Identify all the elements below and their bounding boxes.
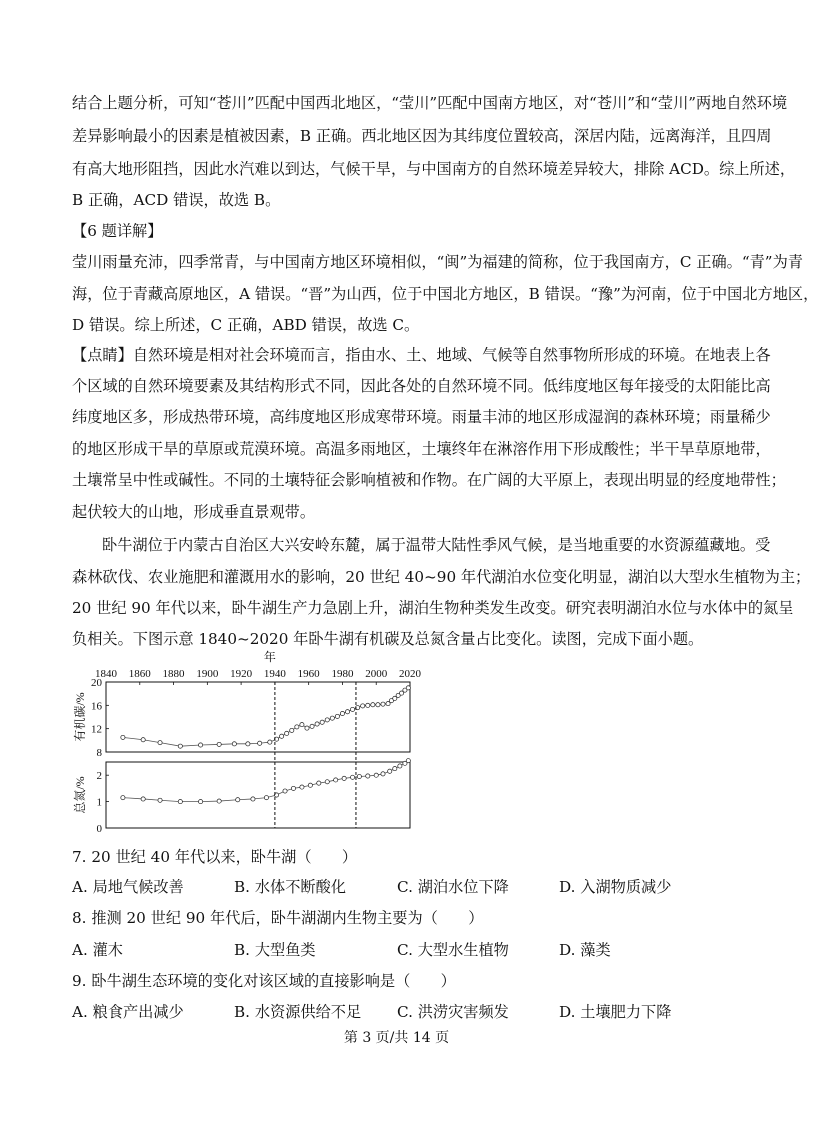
- data-point: [246, 742, 250, 746]
- y-tick-label: 12: [91, 723, 102, 736]
- text-line: 负相关。下图示意 1840~2020 年卧牛湖有机碳及总氮含量占比变化。读图，完成下面小题。: [72, 630, 704, 648]
- option-c: C. 洪涝灾害频发: [397, 1003, 509, 1021]
- option-d: D. 入湖物质减少: [559, 878, 672, 896]
- data-point: [371, 703, 375, 707]
- data-point: [295, 725, 299, 729]
- data-point: [350, 775, 354, 779]
- lake-chart: [73, 650, 421, 838]
- data-point: [236, 798, 240, 802]
- option-d: D. 藻类: [559, 941, 611, 959]
- text-line: 的地区形成干旱的草原或荒漠环境。高温多雨地区，土壤终年在淋溶作用下形成酸性；半干旱草原地带，: [72, 440, 771, 458]
- data-point: [217, 799, 221, 803]
- data-point: [217, 742, 221, 746]
- data-point: [158, 798, 162, 802]
- data-point: [340, 711, 344, 715]
- y-tick-label: 2: [96, 770, 102, 783]
- x-tick-label: 1980: [331, 668, 354, 680]
- x-tick-label: 1900: [196, 668, 219, 680]
- option-a: A. 局地气候改善: [72, 878, 184, 896]
- question-stem: 8. 推测 20 世纪 90 年代后，卧牛湖湖内生物主要为（ ）: [72, 909, 484, 927]
- y-tick-label: 0: [96, 823, 102, 835]
- data-point: [258, 741, 262, 745]
- x-tick-label: 2000: [365, 668, 388, 680]
- data-point: [198, 743, 202, 747]
- x-tick-label: 1860: [128, 668, 151, 680]
- data-point: [121, 735, 125, 739]
- x-tick-label: 1960: [297, 668, 320, 680]
- data-point: [232, 742, 236, 746]
- data-point: [320, 720, 324, 724]
- data-point: [376, 703, 380, 707]
- data-point: [357, 774, 361, 778]
- data-point: [374, 773, 378, 777]
- option-a: A. 粮食产出减少: [72, 1003, 184, 1021]
- series-line-organic-carbon: [123, 688, 408, 746]
- x-tick-label: 1880: [162, 668, 185, 680]
- option-b: B. 水资源供给不足: [234, 1003, 362, 1021]
- data-point: [141, 797, 145, 801]
- text-line: 20 世纪 90 年代以来，卧牛湖生产力急剧上升，湖泊生物种类发生改变。研究表明湖泊水位与水体中的氮呈: [72, 599, 794, 617]
- data-point: [361, 704, 365, 708]
- data-point: [198, 800, 202, 804]
- text-line: 森林砍伐、农业施肥和灌溉用水的影响，20 世纪 40~90 年代湖泊水位变化明显，湖泊以大型水生植物为主；: [72, 568, 811, 586]
- x-tick-label: 1840: [95, 668, 117, 680]
- text-line: 有高大地形阻挡，因此水汽难以到达，气候干旱，与中国南方的自然环境差异较大，排除 ACD。综上所述，: [72, 160, 796, 178]
- data-point: [290, 728, 294, 732]
- text-line: 纬度地区多，形成热带环境，高纬度地区形成寒带环境。雨量丰沛的地区形成湿润的森林环境；雨量稀少: [72, 408, 771, 426]
- data-point: [388, 769, 392, 773]
- panel-frame: [106, 762, 410, 828]
- option-c: C. 湖泊水位下降: [397, 878, 509, 896]
- data-point: [325, 780, 329, 784]
- x-tick-label: 2020: [399, 668, 421, 680]
- data-point: [406, 686, 410, 690]
- data-point: [381, 772, 385, 776]
- page-footer: 第 3 页/共 14 页: [343, 1030, 450, 1046]
- text-line: D 错误。综上所述，C 正确，ABD 错误，故选 C。: [72, 316, 420, 334]
- option-c: C. 大型水生植物: [397, 941, 509, 959]
- data-point: [345, 710, 349, 714]
- option-a: A. 灌木: [72, 941, 123, 959]
- question-stem: 9. 卧牛湖生态环境的变化对该区域的直接影响是（ ）: [72, 972, 456, 990]
- data-point: [178, 744, 182, 748]
- question-stem: 7. 20 世纪 40 年代以来，卧牛湖（ ）: [72, 848, 358, 866]
- y-tick-label: 16: [91, 700, 102, 713]
- section-heading: 【6 题详解】: [72, 222, 163, 240]
- x-tick-label: 1940: [263, 668, 286, 680]
- data-point: [264, 796, 268, 800]
- y-axis-label: 有机碳/%: [73, 692, 87, 742]
- data-point: [330, 716, 334, 720]
- data-point: [285, 731, 289, 735]
- data-point: [366, 703, 370, 707]
- data-point: [393, 767, 397, 771]
- data-point: [178, 800, 182, 804]
- data-point: [398, 764, 402, 768]
- data-point: [158, 741, 162, 745]
- data-point: [315, 722, 319, 726]
- y-tick-label: 1: [96, 796, 102, 809]
- data-point: [334, 778, 338, 782]
- data-point: [335, 714, 339, 718]
- data-point: [406, 759, 410, 763]
- data-point: [283, 789, 287, 793]
- data-point: [251, 797, 255, 801]
- data-point: [350, 707, 354, 711]
- y-tick-label: 20: [91, 677, 102, 689]
- x-tick-label: 1920: [230, 668, 253, 680]
- y-axis-label: 总氮/%: [73, 776, 87, 814]
- y-tick-label: 8: [96, 747, 102, 759]
- text-line: 海，位于青藏高原地区，A 错误。“晋”为山西，位于中国北方地区，B 错误。“豫”为河南，位于中国北方地区，: [72, 285, 818, 303]
- data-point: [280, 734, 284, 738]
- data-point: [310, 724, 314, 728]
- text-line: 结合上题分析，可知“苍川”匹配中国西北地区，“莹川”匹配中国南方地区，对“苍川”和“莹川”两地自然环境: [72, 94, 788, 112]
- data-point: [325, 718, 329, 722]
- data-point: [300, 722, 304, 726]
- option-b: B. 水体不断酸化: [234, 878, 346, 896]
- text-line: 卧牛湖位于内蒙古自治区大兴安岭东麓，属于温带大陆性季风气候，是当地重要的水资源蕴藏地。受: [102, 536, 771, 554]
- data-point: [300, 785, 304, 789]
- x-axis-label: 年: [263, 650, 276, 664]
- text-line: 起伏较大的山地，形成垂直景观带。: [72, 503, 315, 521]
- text-line: 【点睛】自然环境是相对社会环境而言，指由水、土、地域、气候等自然事物所形成的环境。在地表上各: [72, 346, 771, 364]
- text-line: 差异影响最小的因素是植被因素，B 正确。西北地区因为其纬度位置较高，深居内陆，远离海洋，且四周: [72, 127, 772, 145]
- data-point: [308, 783, 312, 787]
- data-point: [305, 726, 309, 730]
- data-point: [291, 786, 295, 790]
- text-line: B 正确，ACD 错误，故选 B。: [72, 191, 281, 209]
- data-point: [342, 776, 346, 780]
- data-point: [381, 702, 385, 706]
- text-line: 莹川雨量充沛，四季常青，与中国南方地区环境相似，“闽”为福建的简称，位于我国南方，C 正确。“青”为青: [72, 253, 803, 271]
- data-point: [121, 796, 125, 800]
- data-point: [317, 781, 321, 785]
- option-b: B. 大型鱼类: [234, 941, 316, 959]
- text-line: 个区域的自然环境要素及其结构形式不同，因此各处的自然环境不同。低纬度地区每年接受的太阳能比高: [72, 377, 771, 395]
- option-d: D. 土壤肥力下降: [559, 1003, 672, 1021]
- data-point: [141, 738, 145, 742]
- data-point: [268, 740, 272, 744]
- data-point: [366, 774, 370, 778]
- text-line: 土壤常呈中性或碱性。不同的土壤特征会影响植被和作物。在广阔的大平原上，表现出明显的经度地带性；: [72, 471, 786, 489]
